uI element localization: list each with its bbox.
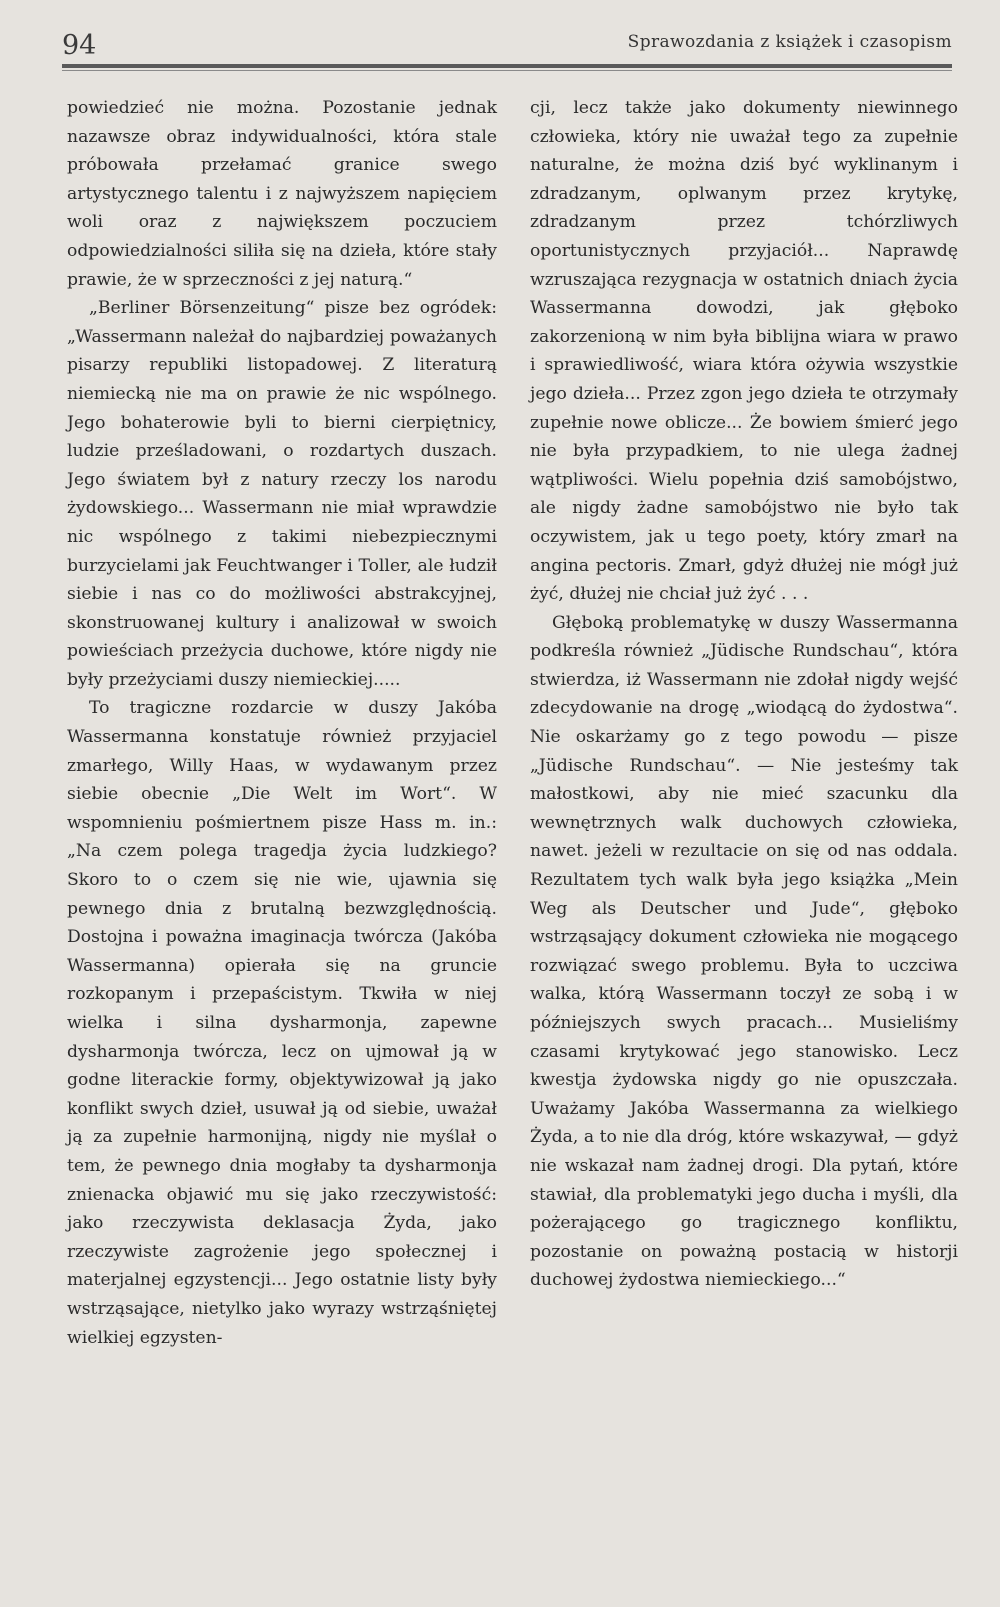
running-head: Sprawozdania z książek i czasopism bbox=[627, 32, 952, 52]
right-paragraph-1: cji, lecz także jako dokumenty niewinnego człowieka, który nie uważał tego za zupełnie naturalne, że można dziś być wyklinanym i zdradzanym, oplwanym przez krytykę, zdradzanym przez tchórzliwych oportunistycznych przyjaciół... Naprawdę wzruszająca rezygnacja w ostatnich dniach życia Wassermanna dowodzi, jak głęboko zakorzenioną w nim była biblijna wiara w prawo i sprawiedliwość, wiara która ożywia wszystkie jego dzieła... Przez zgon jego dzieła te otrzymały zupełnie nowe oblicze... Że bowiem śmierć jego nie była przypadkiem, to nie ulega żadnej wątpliwości. Wielu popełnia dziś samobójstwo, ale nigdy żadne samobójstwo nie było tak oczywistem, jak u tego poety, który zmarł na angina pectoris. Zmarł, gdyż dłużej nie mógł już żyć, dłużej nie chciał już żyć . . . bbox=[530, 98, 958, 605]
left-paragraph-2: „Berliner Börsenzeitung“ pisze bez ogródek: „Wassermann należał do najbardziej poważanych pisarzy republiki listopadowej. Z literaturą niemiecką nie ma on prawie że nic wspólnego. Jego bohaterowie byli to bierni cierpiętnicy, ludzie prześladowani, o rozdartych duszach. Jego światem był z natury rzeczy los narodu żydowskiego... Wassermann nie miał wprawdzie nic wspólnego z takimi niebezpiecznymi burzycielami jak Feuchtwanger i Toller, ale łudził siebie i nas co do możliwości abstrakcyjnej, skonstruowanej kultury i analizował w swoich powieściach przeżycia duchowe, które nigdy nie były przeżyciami duszy niemieckiej..... bbox=[67, 298, 497, 690]
header-rule bbox=[62, 64, 952, 68]
right-column bbox=[530, 94, 958, 1295]
left-column bbox=[67, 94, 497, 1352]
header-rule-thin bbox=[62, 70, 952, 71]
left-paragraph-1: powiedzieć nie można. Pozostanie jednak nazawsze obraz indywidualności, która stale próbowała przełamać granice swego artystycznego talentu i z najwyższem napięciem woli oraz z największem poczuciem odpowiedzialności siliła się na dzieła, które stały prawie, że w sprzeczności z jej naturą.“ bbox=[67, 98, 497, 290]
right-paragraph-2: Głęboką problematykę w duszy Wassermanna podkreśla również „Jüdische Rundschau“, która stwierdza, iż Wassermann nie zdołał nigdy wejść zdecydowanie na drogę „wiodącą do żydostwa“. Nie oskarżamy go z tego powodu — pisze „Jüdische Rundschau“. — Nie jesteśmy tak małostkowi, aby nie mieć szacunku dla wewnętrznych walk duchowych człowieka, nawet. jeżeli w rezultacie on się od nas oddala. Rezultatem tych walk była jego książka „Mein Weg als Deutscher und Jude“, głęboko wstrząsający dokument człowieka nie mogącego rozwiązać swego problemu. Była to uczciwa walka, którą Wassermann toczył ze sobą i w późniejszych swych pracach... Musieliśmy czasami krytykować jego stanowisko. Lecz kwestja żydowska nigdy go nie opuszczała. Uważamy Jakóba Wassermanna za wielkiego Żyda, a to nie dla dróg, które wskazywał, — gdyż nie wskazał nam żadnej drogi. Dla pytań, które stawiał, dla problematyki jego ducha i myśli, dla pożerającego go tragicznego konfliktu, pozostanie on poważną postacią w historji duchowej żydostwa niemieckiego...“ bbox=[530, 612, 958, 1291]
left-paragraph-3: To tragiczne rozdarcie w duszy Jakóba Wassermanna konstatuje również przyjaciel zmarłego, Willy Haas, w wydawanym przez siebie obecnie „Die Welt im Wort“. W wspomnieniu pośmiertnem pisze Hass m. in.: „Na czem polega tragedja życia ludzkiego? Skoro to o czem się nie wie, ujawnia się pewnego dnia z brutalną bezwzględnością. Dostojna i poważna imaginacja twórcza (Jakóba Wassermanna) opierała się na gruncie rozkopanym i przepaścistym. Tkwiła w niej wielka i silna dysharmonja, zapewne dysharmonja twórcza, lecz on ujmował ją w godne literackie formy, objektywizował ją jako konflikt swych dzieł, usuwał ją od siebie, uważał ją za zupełnie harmonijną, nigdy nie myślał o tem, że pewnego dnia mogłaby ta dysharmonja znienacka objawić mu się jako rzeczywistość: jako rzeczywista deklasacja Żyda, jako rzeczywiste zagrożenie jego społecznej i materjalnej egzystencji... Jego ostatnie listy były wstrząsające, nietylko jako wyrazy wstrząśniętej wielkiej egzysten- bbox=[67, 698, 497, 1348]
page-number: 94 bbox=[62, 30, 97, 61]
